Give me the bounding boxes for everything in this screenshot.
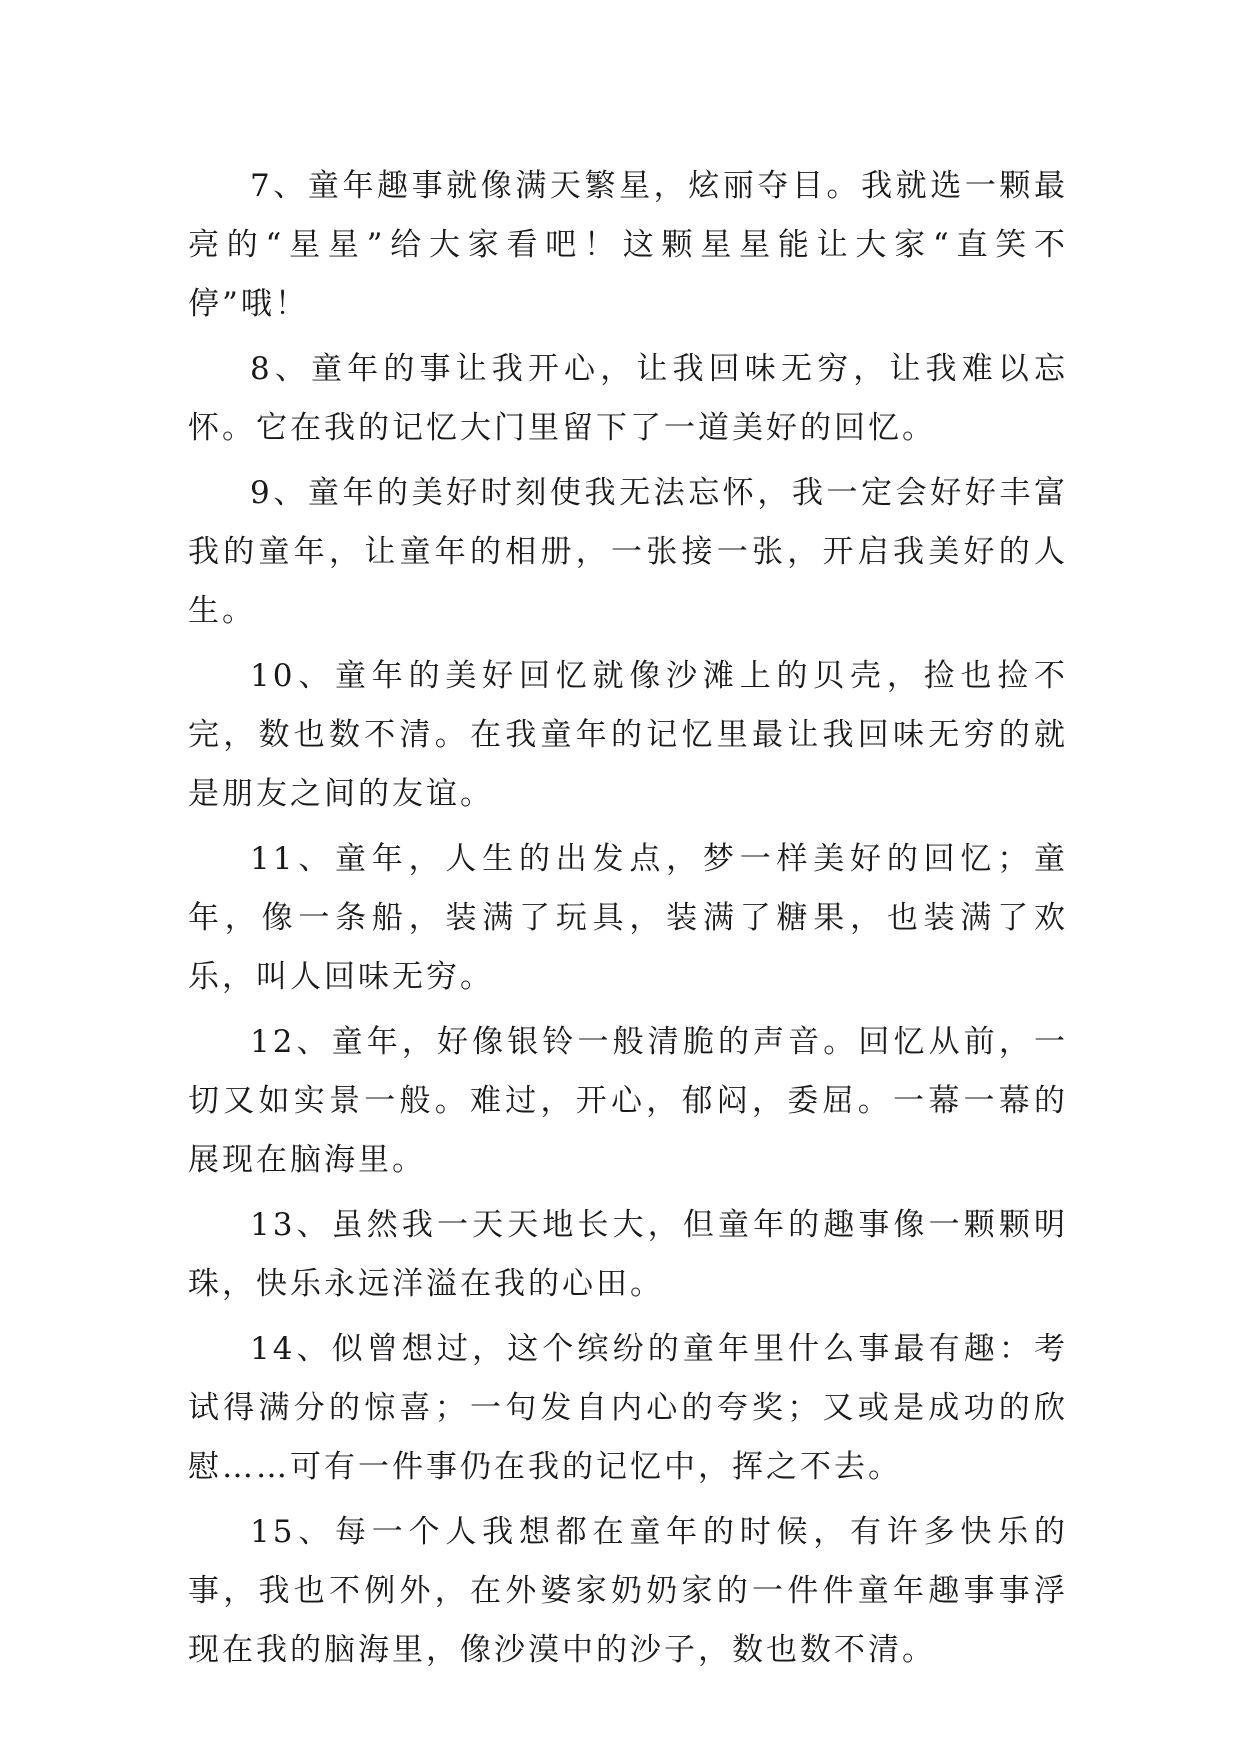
- document-body: [188, 157, 1068, 1686]
- paragraph-10: 10、童年的美好回忆就像沙滩上的贝壳，捡也捡不完，数也数不清。在我童年的记忆里最让我回味无穷的就是朋友之间的友谊。: [188, 658, 1068, 812]
- paragraph-15: 15、每一个人我想都在童年的时候，有许多快乐的事，我也不例外，在外婆家奶奶家的一件件童年趣事事浮现在我的脑海里，像沙漠中的沙子，数也数不清。: [188, 1514, 1068, 1668]
- paragraph-8: 8、童年的事让我开心，让我回味无穷，让我难以忘怀。它在我的记忆大门里留下了一道美好的回忆。: [188, 351, 1068, 446]
- paragraph-13: 13、虽然我一天天地长大，但童年的趣事像一颗颗明珠，快乐永远洋溢在我的心田。: [188, 1207, 1068, 1302]
- paragraph-12: 12、童年，好像银铃一般清脆的声音。回忆从前，一切又如实景一般。难过，开心，郁闷，委屈。一幕一幕的展现在脑海里。: [188, 1024, 1068, 1178]
- paragraph-14: 14、似曾想过，这个缤纷的童年里什么事最有趣：考试得满分的惊喜；一句发自内心的夸奖；又或是成功的欣慰……可有一件事仍在我的记忆中，挥之不去。: [188, 1331, 1068, 1485]
- paragraph-7: 7、童年趣事就像满天繁星，炫丽夺目。我就选一颗最亮的“星星”给大家看吧！这颗星星能让大家“直笑不停”哦！: [188, 168, 1068, 322]
- paragraph-11: 11、童年，人生的出发点，梦一样美好的回忆；童年，像一条船，装满了玩具，装满了糖果，也装满了欢乐，叫人回味无穷。: [188, 841, 1068, 995]
- paragraph-9: 9、童年的美好时刻使我无法忘怀，我一定会好好丰富我的童年，让童年的相册，一张接一张，开启我美好的人生。: [188, 475, 1068, 629]
